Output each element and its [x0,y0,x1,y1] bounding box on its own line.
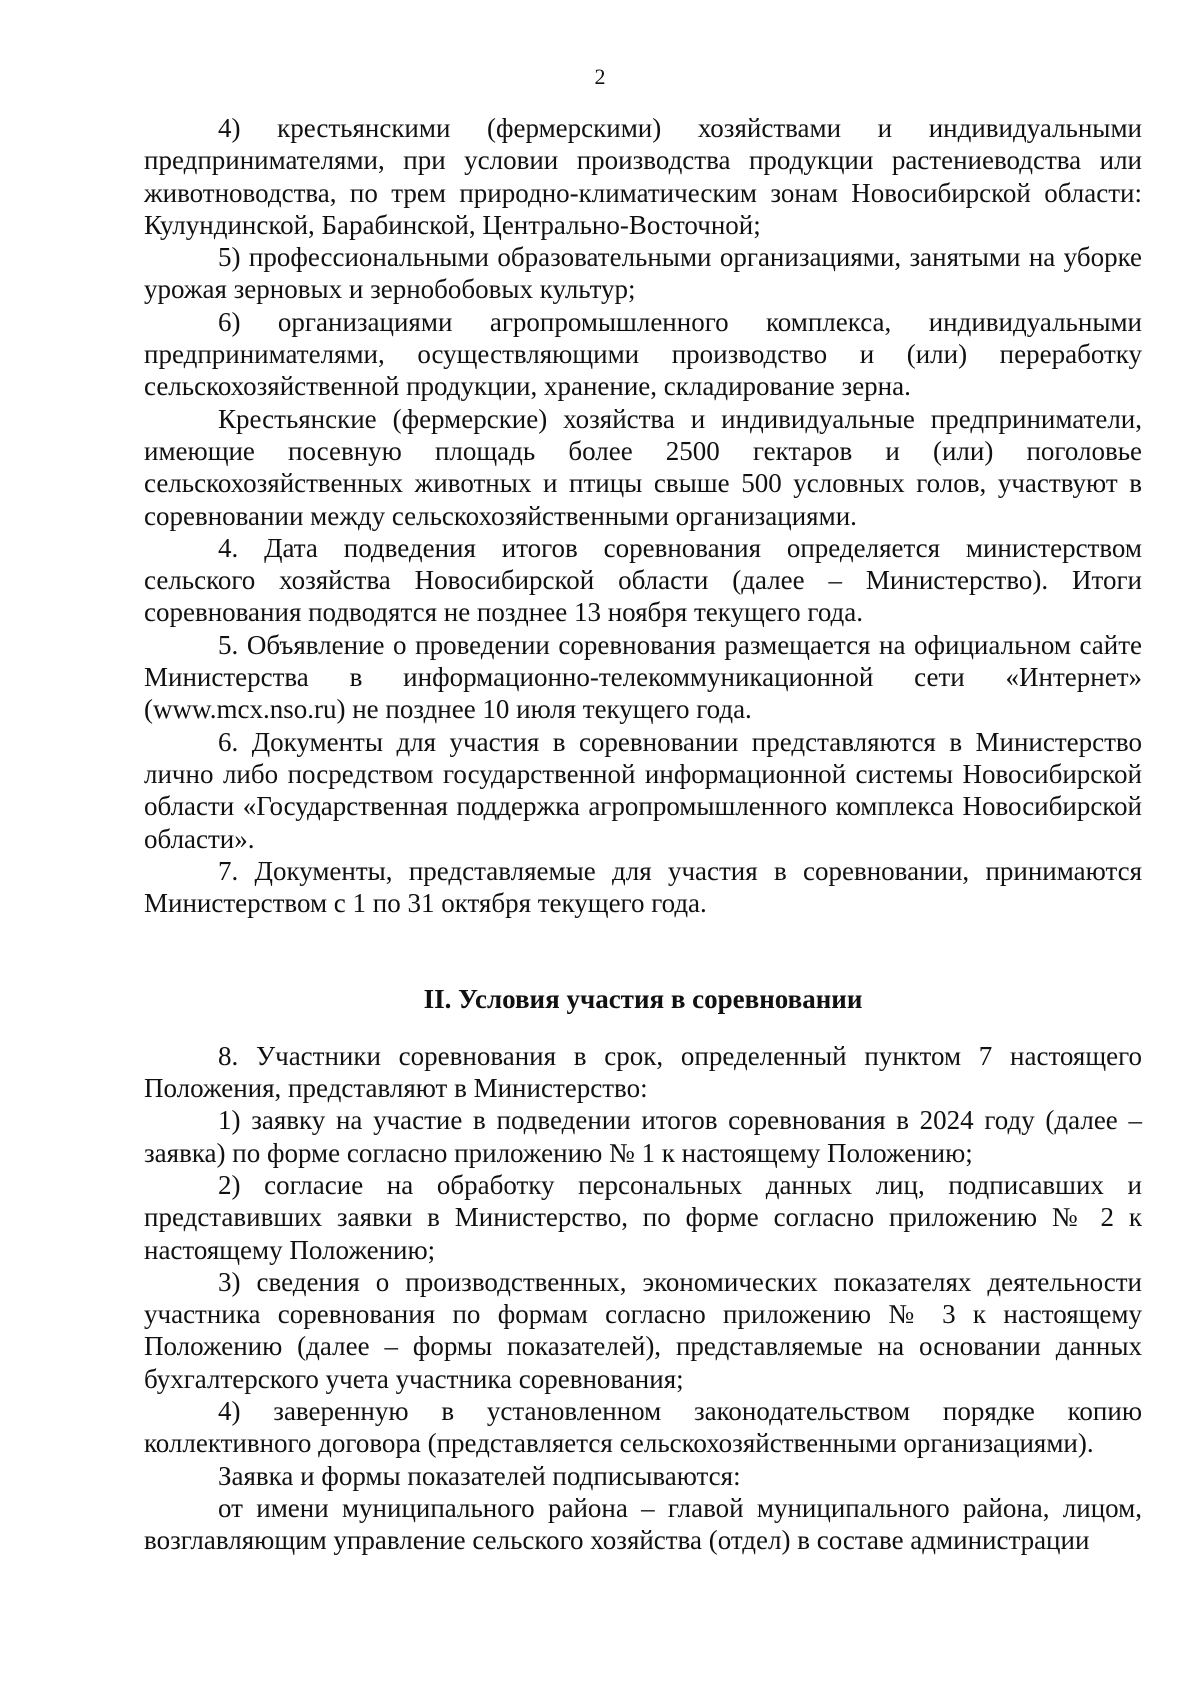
paragraph: от имени муниципального района – главой муниципального района, лицом, возглавляющим управление сельского хозяйства (отдел) в составе администрации [144,1492,1142,1556]
paragraph: Крестьянские (фермерские) хозяйства и индивидуальные предприниматели, имеющие посевную площадь более 2500 гектаров и (или) поголовье сельскохозяйственных животных и птицы свыше 500 условных голов, участвуют в соревновании между сельскохозяйственными организациями. [144,403,1142,531]
paragraph: 4. Дата подведения итогов соревнования определяется министерством сельского хозяйства Новосибирской области (далее – Министерство). Итоги соревнования подводятся не позднее 13 ноября текущего года. [144,532,1142,628]
paragraph: 2) согласие на обработку персональных данных лиц, подписавших и представивших заявки в Министерство, по форме согласно приложению № 2 к настоящему Положению; [144,1169,1142,1265]
paragraph: Заявка и формы показателей подписываются: [218,1460,741,1491]
paragraph: 6. Документы для участия в соревновании представляются в Министерство лично либо посредством государственной информационной системы Новосибирской области «Государственная поддержка агропромышленного комплекса Новосибирской области». [144,726,1142,854]
paragraph: 4) крестьянскими (фермерскими) хозяйствами и индивидуальными предпринимателями, при условии производства продукции растениеводства или животноводства, по трем природно-климатическим зонам Новосибирской области: Кулундинской, Барабинской, Центрально-Восточной; [144,113,1142,240]
paragraph: 5. Объявление о проведении соревнования размещается на официальном сайте Министерства в информационно-телекоммуникационной сети «Интернет» (www.mcx.nso.ru) не позднее 10 июля текущего года. [144,629,1142,725]
paragraph: 5) профессиональными образовательными организациями, занятыми на уборке урожая зерновых и зернобобовых культур; [144,242,1142,305]
section-heading: II. Условия участия в соревновании [423,984,863,1015]
paragraph: 3) сведения о производственных, экономических показателях деятельности участника соревнования по формам согласно приложению № 3 к настоящему Положению (далее – формы показателей), представляемые на основании данных бухгалтерского учета участника соревнования; [144,1266,1142,1394]
paragraph: 1) заявку на участие в подведении итогов соревнования в 2024 году (далее – заявка) по форме согласно приложению № 1 к настоящему Положению; [144,1105,1142,1168]
paragraph: 7. Документы, представляемые для участия в соревновании, принимаются Министерством с 1 по 31 октября текущего года. [144,855,1142,919]
paragraph: 8. Участники соревнования в срок, определенный пунктом 7 настоящего Положения, представляют в Министерство: [144,1040,1142,1104]
paragraph: 4) заверенную в установленном законодательством порядке копию коллективного договора (представляется сельскохозяйственными организациями). [144,1395,1142,1459]
paragraph: 6) организациями агропромышленного комплекса, индивидуальными предпринимателями, осуществляющими производство и (или) переработку сельскохозяйственной продукции, хранение, складирование зерна. [144,306,1142,402]
page-number: 2 [594,64,606,89]
document-body [144,112,1142,1556]
